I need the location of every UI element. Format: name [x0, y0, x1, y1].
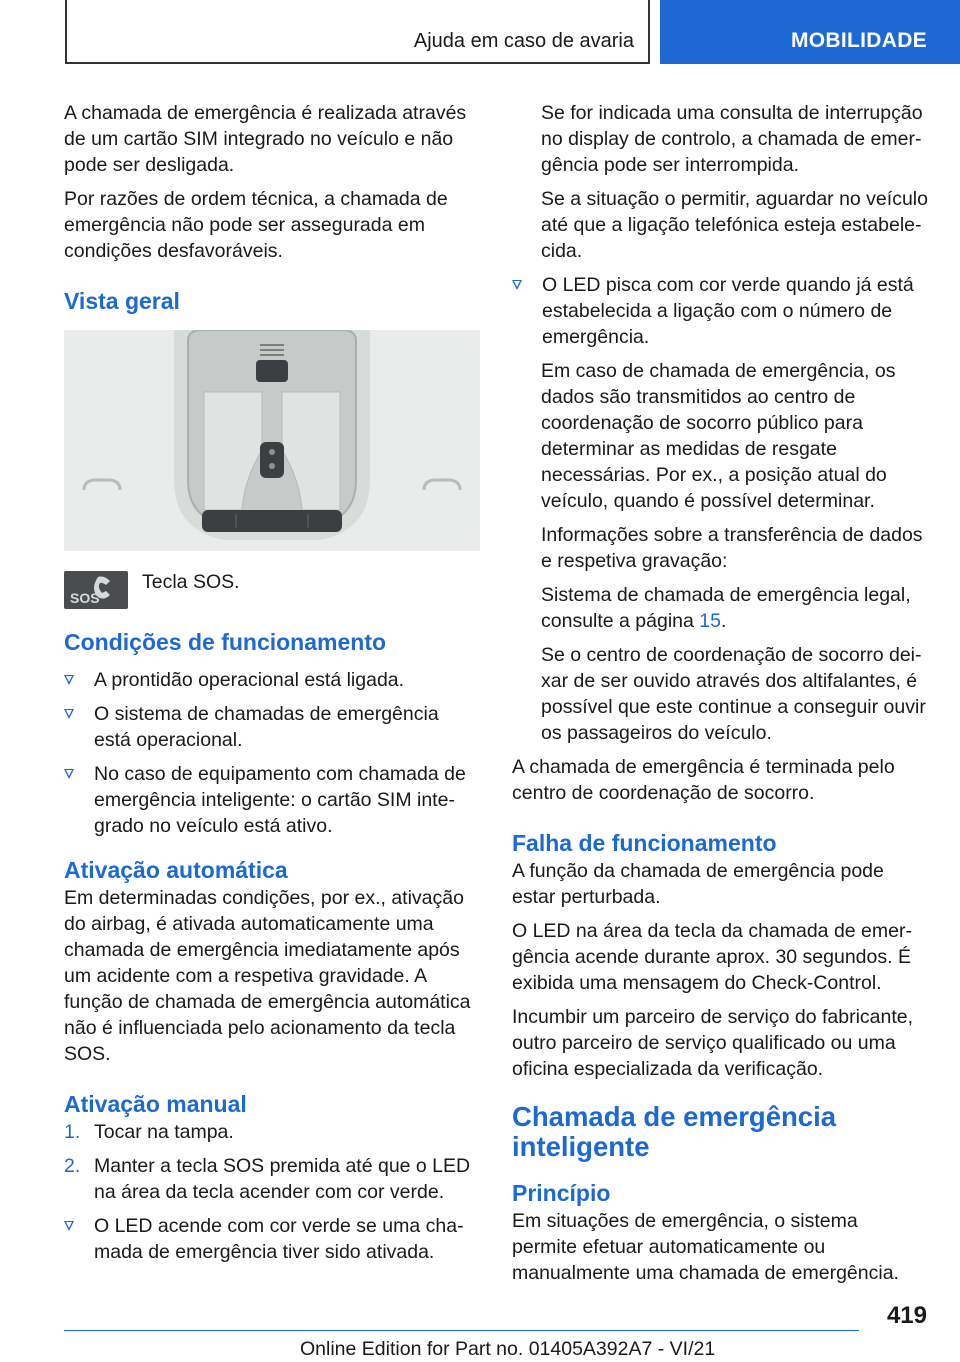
header-frame	[65, 0, 650, 64]
paragraph: Em caso de chamada de emergência, os dados são transmitidos ao centro de coordenação de socorro público para determinar as medidas de resgate necessárias. Por ex., a posição atual do veículo, quando é possível determinar.	[541, 360, 896, 512]
paragraph: Se for indicada uma consulta de interrupção no display de controlo, a chamada de emergência pode ser interrompida.	[541, 102, 923, 176]
page-link[interactable]: 15	[699, 610, 721, 632]
heading-condicoes: Condições de funcionamento	[64, 629, 387, 655]
triangle-bullet-icon	[512, 280, 522, 290]
paragraph: Informações sobre a transferência de dados e respetiva gravação:	[541, 524, 923, 572]
overhead-console-illustration	[64, 330, 480, 551]
page-number: 419	[886, 1302, 927, 1329]
triangle-bullet-icon	[64, 769, 74, 779]
step-item: 2. Manter a tecla SOS premida até que o LED na área da tecla acender com cor verde.	[64, 1155, 471, 1203]
chapter-tab-label: MOBILIDADE	[791, 29, 927, 52]
edition-text: Online Edition for Part no. 01405A392A7 - VI/21	[300, 1338, 716, 1360]
footer-divider	[64, 1330, 859, 1331]
paragraph: Em determinadas condições, por ex., ativação do airbag, é ativada automaticamente uma chamada de emergência imediatamente após um acidente com a respetiva gravidade. A função de chamada de emergência automática não é influenciada pelo acionamento da tecla SOS.	[64, 887, 471, 1065]
triangle-bullet-icon	[64, 675, 74, 685]
paragraph: Se a situação o permitir, aguardar no veículo até que a ligação telefónica esteja estabelecida.	[541, 188, 928, 262]
sos-legend	[64, 569, 480, 613]
heading-ativacao-manual: Ativação manual	[64, 1091, 247, 1117]
paragraph: Em situações de emergência, o sistema permite efetuar automaticamente ou manualmente uma chamada de emergência.	[512, 1210, 899, 1284]
paragraph: A chamada de emergência é realizada através de um cartão SIM integrado no veículo e não pode ser desligada.	[64, 102, 467, 176]
left-column	[64, 100, 480, 1273]
list-item: O LED pisca com cor verde quando já está estabelecida a ligação com o número de emergência.	[512, 272, 928, 350]
paragraph: O LED na área da tecla da chamada de emergência acende durante aprox. 30 segundos. É exibida uma mensagem do Check-Control.	[512, 920, 912, 994]
section-title: Ajuda em caso de avaria	[413, 30, 634, 52]
sos-icon-text: SOS	[70, 590, 100, 606]
list-item: O LED acende com cor verde se uma chamada de emergência tiver sido ativada.	[64, 1213, 480, 1265]
right-column	[512, 100, 928, 1294]
list-item: No caso de equipamento com chamada de emergência inteligente: o cartão SIM integrado no veículo está ativo.	[64, 761, 480, 839]
paragraph: Sistema de chamada de emergência legal, consulte a página 15.	[541, 584, 911, 632]
overhead-console-image	[64, 330, 480, 551]
list-item: O sistema de chamadas de emergência está operacional.	[64, 701, 480, 753]
triangle-bullet-icon	[64, 709, 74, 719]
heading-chamada-inteligente: Chamada de emergência inteligente	[512, 1101, 837, 1162]
paragraph: A chamada de emergência é terminada pelo centro de coordenação de socorro.	[512, 756, 895, 804]
list-item: A prontidão operacional está ligada.	[64, 667, 480, 693]
paragraph: Se o centro de coordenação de socorro deixar de ser ouvido através dos altifalantes, é possível que este continue a conseguir ouvir os passageiros do veículo.	[541, 644, 926, 744]
chapter-tab[interactable]	[660, 0, 960, 64]
sos-icon	[64, 571, 128, 609]
step-item: 1. Tocar na tampa.	[64, 1121, 234, 1143]
heading-vista-geral: Vista geral	[64, 288, 180, 314]
paragraph: A função da chamada de emergência pode estar perturbada.	[512, 860, 884, 908]
heading-falha: Falha de funcionamento	[512, 830, 777, 856]
heading-ativacao-automatica: Ativação automática	[64, 857, 288, 883]
sos-label: Tecla SOS.	[142, 571, 240, 593]
paragraph: Incumbir um parceiro de serviço do fabricante, outro parceiro de serviço qualificado ou uma oficina especializada da verificação.	[512, 1006, 914, 1080]
paragraph: Por razões de ordem técnica, a chamada de emergência não pode ser assegurada em condições desfavoráveis.	[64, 188, 448, 262]
triangle-bullet-icon	[64, 1221, 74, 1231]
heading-principio: Princípio	[512, 1180, 611, 1206]
